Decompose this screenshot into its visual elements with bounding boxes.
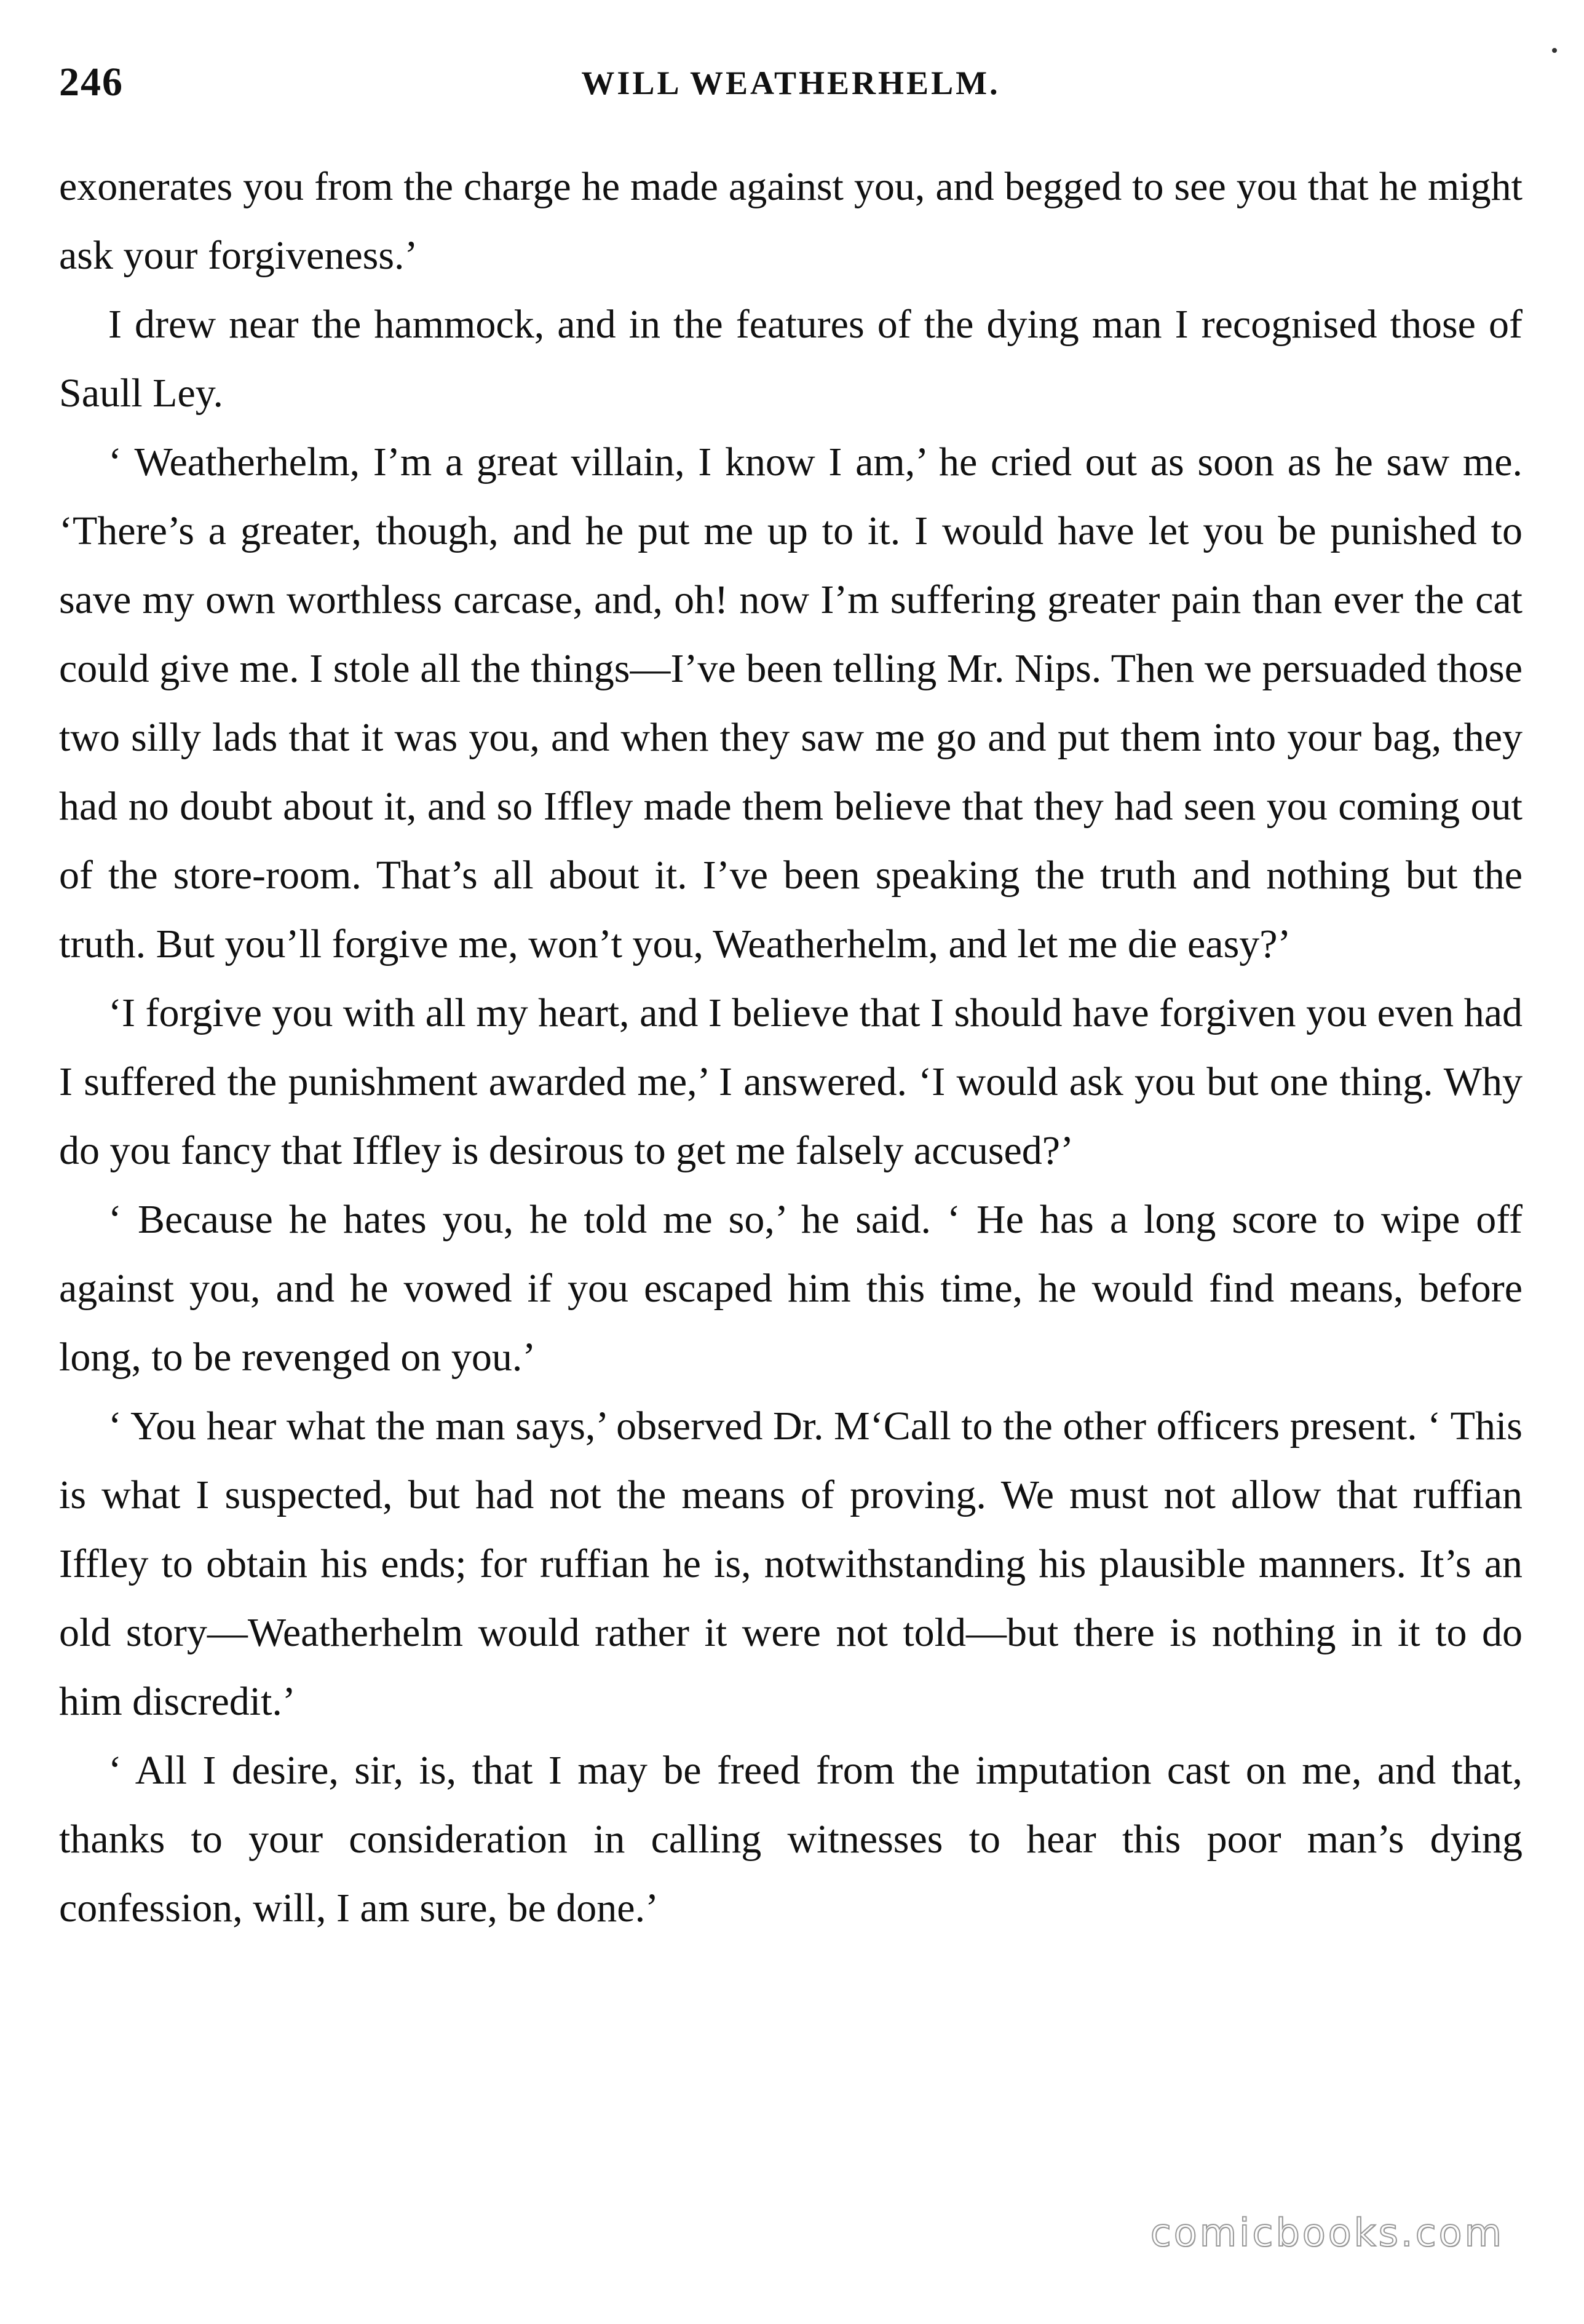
page-number: 246 <box>59 60 124 105</box>
paragraph: exonerates you from the charge he made against you, and begged to see you that he might ask your forgiveness.’ <box>59 164 1523 278</box>
body-text <box>59 152 1523 1943</box>
ink-speck <box>1552 48 1557 53</box>
running-head: WILL WEATHERHELM. <box>581 65 1000 101</box>
paragraph: I drew near the hammock, and in the features of the dying man I recognised those of Saull Ley. <box>59 302 1523 416</box>
paragraph: ‘ You hear what the man says,’ observed Dr. M‘Call to the other officers present. ‘ This is what I suspected, but had not the means of proving. We must not allow that ruffian Iffley to obtain his ends; for ruffian he is, notwithstanding his plausible manners. It’s an old story—Weatherhelm would rather it were not told—but there is nothing in it to do him discredit.’ <box>59 1404 1523 1724</box>
watermark: comicbooks.com <box>1150 2210 1504 2255</box>
page-header <box>59 59 1523 127</box>
paragraph: ‘ Because he hates you, he told me so,’ he said. ‘ He has a long score to wipe off against you, and he vowed if you escaped him this time, he would find means, before long, to be revenged on you.’ <box>59 1197 1523 1380</box>
paragraph: ‘ Weatherhelm, I’m a great villain, I know I am,’ he cried out as soon as he saw me. ‘There’s a greater, though, and he put me up to it. I would have let you be punished to save my own worthless carcase, and, oh! now I’m suffering greater pain than ever the cat could give me. I stole all the things—I’ve been telling Mr. Nips. Then we persuaded those two silly lads that it was you, and when they saw me go and put them into your bag, they had no doubt about it, and so Iffley made them believe that they had seen you coming out of the store-room. That’s all about it. I’ve been speaking the truth and nothing but the truth. But you’ll forgive me, won’t you, Weatherhelm, and let me die easy?’ <box>59 440 1523 966</box>
paragraph: ‘ All I desire, sir, is, that I may be freed from the imputation cast on me, and that, thanks to your consideration in calling witnesses to hear this poor man’s dying confession, will, I am sure, be done.’ <box>59 1748 1523 1931</box>
paragraph: ‘I forgive you with all my heart, and I believe that I should have forgiven you even had I suffered the punishment awarded me,’ I answered. ‘I would ask you but one thing. Why do you fancy that Iffley is desirous to get me falsely accused?’ <box>59 990 1523 1173</box>
